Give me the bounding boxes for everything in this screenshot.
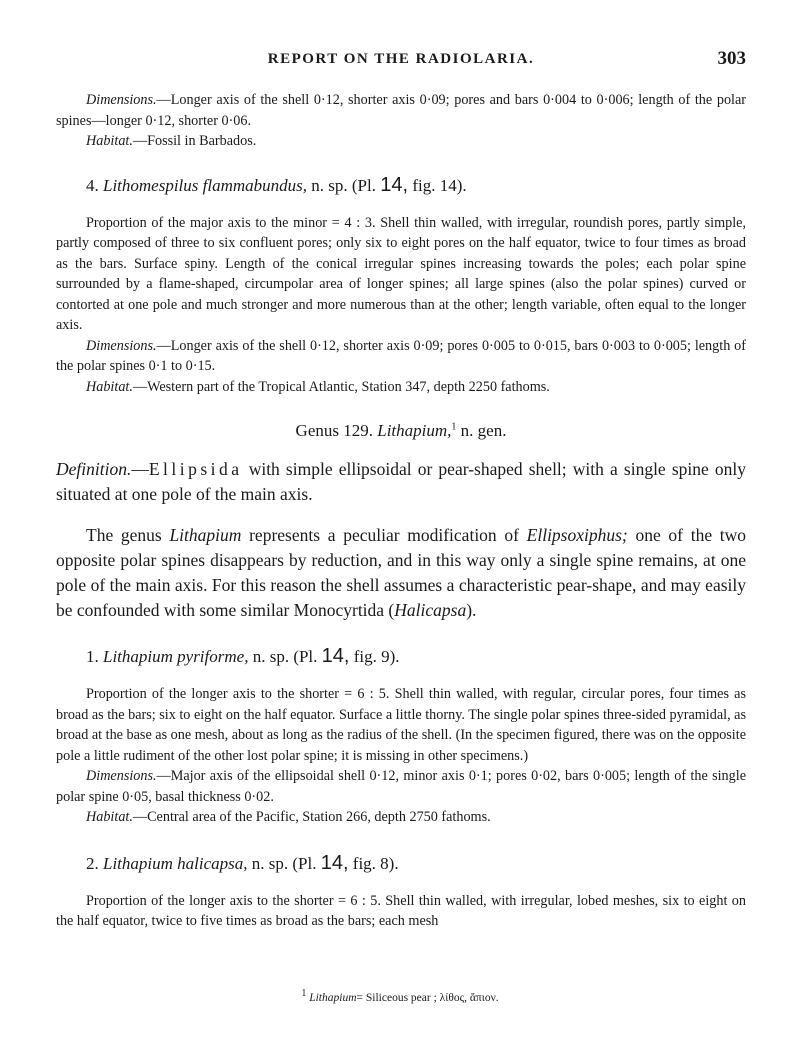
footnote-text: = Siliceous pear ; [356, 991, 437, 1004]
species2-description: Proportion of the longer axis to the shorter = 6 : 5. Shell thin walled, with irregular, lobed meshes, six to eight on the half equator, twice to five times as broad as the bars; each mesh [56, 892, 746, 929]
running-title: REPORT ON THE RADIOLARIA. [267, 51, 535, 67]
text-run: one of the two opposite polar spines disappears by reduction, and in this way only a single spine remains, at one pole of the main axis. For this reason the shell assumes a characteristic pear-shape, and may easily be confounded with some similar Monocyrtida ( [56, 525, 747, 620]
definition-group: Ellipsida [148, 459, 243, 479]
genus-heading [56, 421, 746, 441]
dimensions-text: —Longer axis of the shell 0·12, shorter axis 0·09; pores and bars 0·004 to 0·006; length of the polar spines—longer 0·12, shorter 0·06. [56, 92, 746, 129]
definition-dash: — [131, 459, 149, 479]
footnote [0, 988, 800, 1004]
dimensions-text: —Major axis of the ellipsoidal shell 0·12, minor axis 0·1; pores 0·02, bars 0·005; length of the single polar spine 0·05, basal thickness 0·02. [56, 768, 746, 805]
habitat-label: Habitat. [86, 133, 133, 149]
figure-ref: fig. 8). [352, 853, 399, 873]
dimensions-label: Dimensions. [86, 768, 157, 784]
definition-label: Definition. [56, 459, 132, 479]
italic-run: Ellipsoxiphus; [526, 525, 628, 545]
habitat-label: Habitat. [86, 378, 133, 395]
species-suffix: n. sp. (Pl. [311, 175, 376, 195]
genus-definition [56, 457, 746, 507]
footnote-greek: λίθος, ἄπιον. [439, 991, 499, 1004]
species-number: 2. [86, 853, 99, 873]
footnote-mark: 1 [451, 421, 457, 433]
plate-number: 14, [320, 851, 349, 874]
species-number: 4. [86, 175, 99, 195]
genus-paragraph [56, 523, 746, 623]
page-header [56, 48, 746, 72]
species4-dimensions [56, 336, 746, 377]
species-name: Lithomespilus flammabundus, [103, 175, 308, 195]
species-suffix: n. sp. (Pl. [251, 853, 317, 873]
dimensions-text: —Longer axis of the shell 0·12, shorter axis 0·09; pores 0·005 to 0·015, bars 0·003 to 0·005; length of the polar spines 0·1 to 0·15. [56, 337, 746, 374]
text-run: represents a peculiar modification of [249, 525, 519, 545]
species4-description: Proportion of the major axis to the minor = 4 : 3. Shell thin walled, with irregular, roundish pores, partly simple, partly composed of three to six confluent pores; only six to eight pores on the half equator, twice to four times as broad as the bars. Surface spiny. Length of the conical irregular spines increasing towards the poles; each polar spine surrounded by a flame-shaped, circumpolar area of longer spines; all large spines (also the polar spines) curved or contorted at one pole and much stronger and more numerous than at the other; length variable, often equal to the longer axis. [56, 214, 746, 333]
genus-suffix: n. gen. [460, 421, 507, 440]
footnote-term: Lithapium [309, 991, 357, 1004]
figure-ref: fig. 14). [412, 175, 467, 195]
habitat-text: —Western part of the Tropical Atlantic, Station 347, depth 2250 fathoms. [132, 378, 550, 395]
species1-dimensions [56, 766, 746, 807]
page-body [56, 90, 746, 932]
page-number: 303 [717, 48, 746, 69]
species1-habitat [56, 807, 746, 828]
habitat-text: —Central area of the Pacific, Station 266, depth 2750 fathoms. [132, 809, 491, 825]
species4-habitat [56, 377, 746, 398]
genus-prefix: Genus 129. [295, 421, 373, 440]
italic-run: Lithapium [169, 525, 242, 545]
habitat-label: Habitat. [86, 809, 133, 825]
italic-run: Halicapsa [394, 600, 467, 620]
prev-dimensions [56, 90, 746, 131]
plate-number: 14, [380, 173, 409, 196]
dimensions-label: Dimensions. [86, 337, 157, 354]
species-number: 1. [86, 647, 99, 666]
dimensions-label: Dimensions. [86, 92, 157, 108]
text-run: ). [466, 600, 477, 620]
species1-description: Proportion of the longer axis to the shorter = 6 : 5. Shell thin walled, with regular, circular pores, four times as broad as the bars; six to eight on the half equator. Surface a little thorny. The single polar spines three-sided pyramidal, as broad at the base as one mesh, about as long as the radius of the shell. (In the specimen figured, there was on the opposite pole a little rudiment of the other lost polar spine; it is missing in other specimens.) [56, 686, 746, 764]
definition-text: with simple ellipsoidal or pear-shaped shell; with a single spine only situated at one pole of the main axis. [56, 459, 746, 504]
species-name: Lithapium halicapsa, [103, 853, 248, 873]
prev-habitat [56, 131, 746, 152]
species-name: Lithapium pyriforme, [103, 647, 249, 666]
species-suffix: n. sp. (Pl. [252, 647, 318, 666]
species-heading-2 [56, 852, 746, 875]
species-heading-4 [56, 174, 746, 197]
species-heading-1 [56, 645, 746, 668]
text-run: The genus [86, 525, 162, 545]
genus-name: Lithapium, [377, 421, 452, 440]
figure-ref: fig. 9). [353, 647, 400, 666]
habitat-text: —Fossil in Barbados. [132, 133, 257, 149]
footnote-mark: 1 [301, 988, 307, 999]
plate-number: 14, [321, 645, 350, 667]
